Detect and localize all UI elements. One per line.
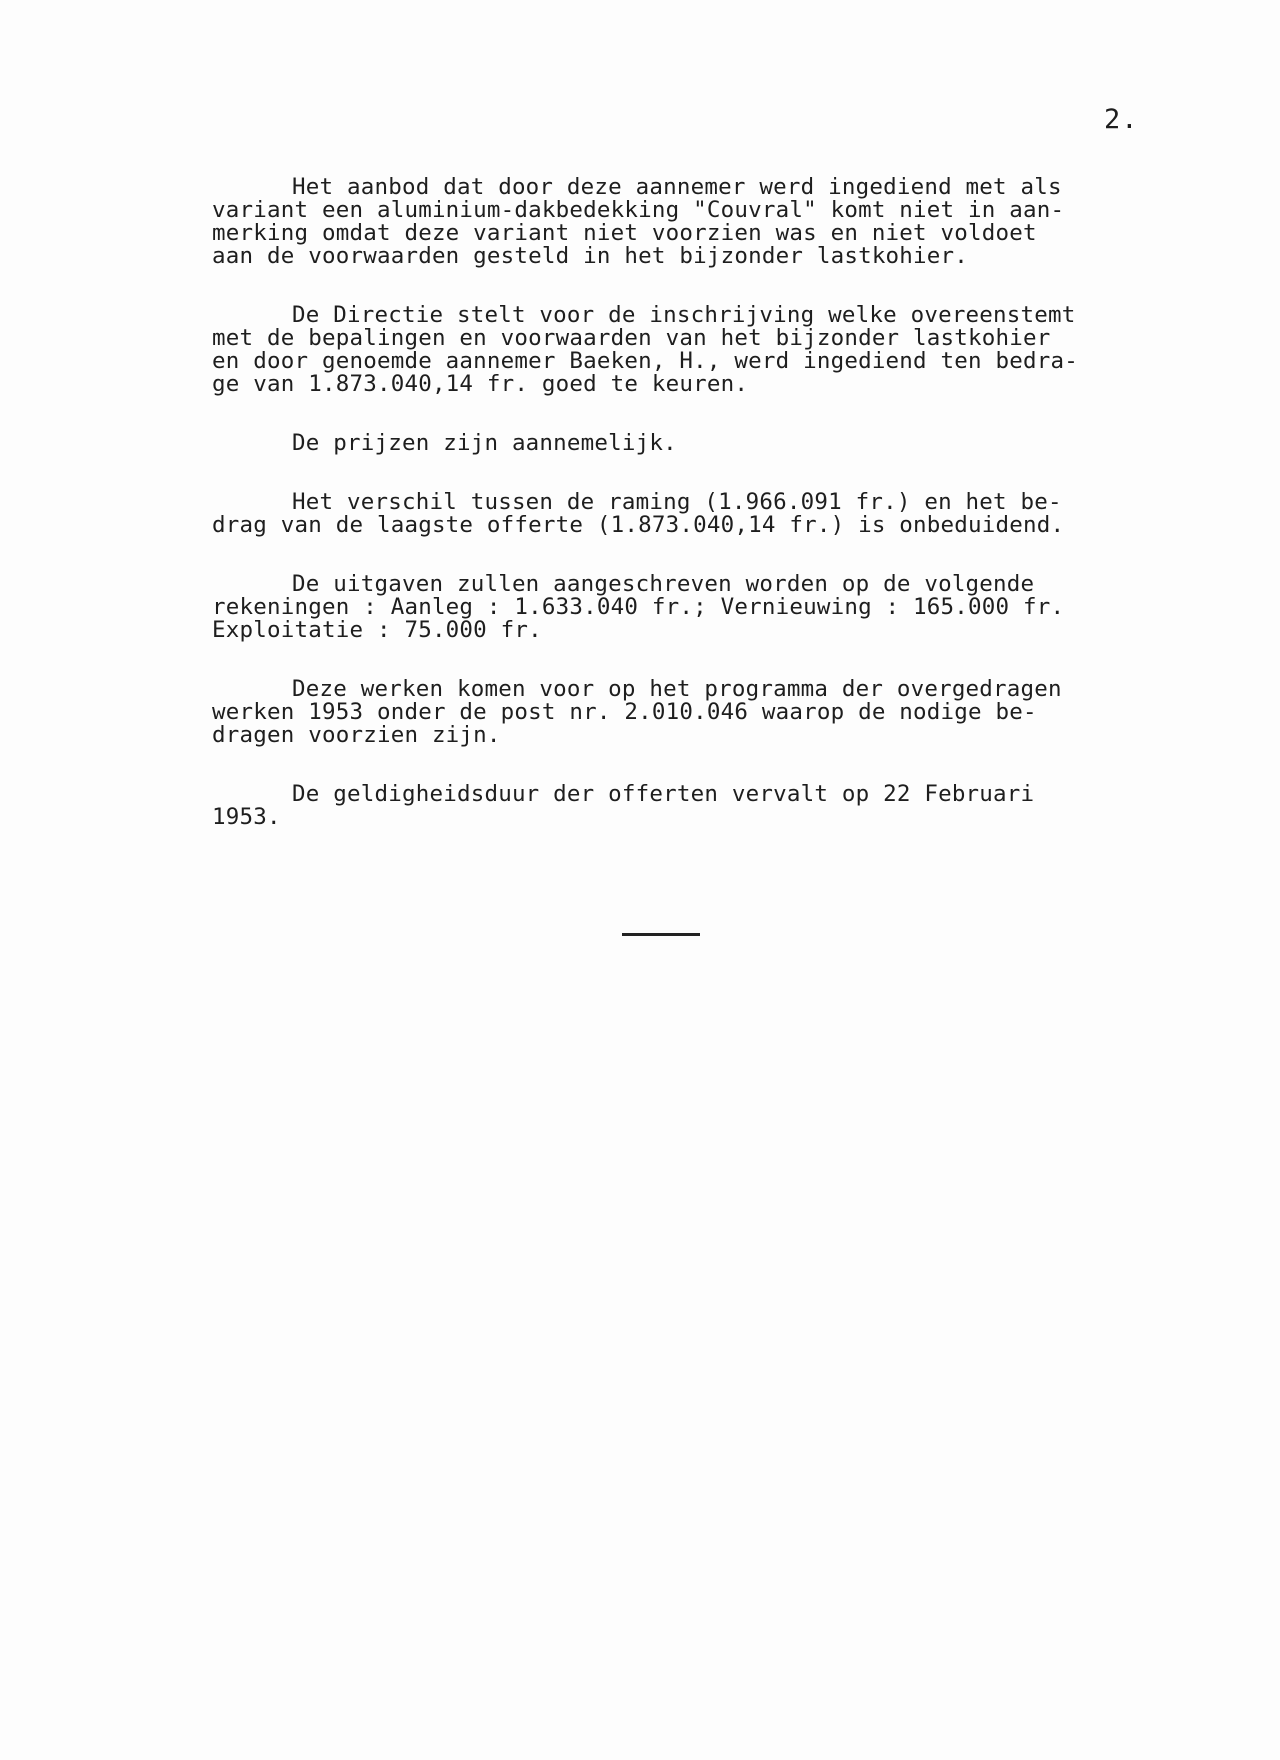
text-line: De prijzen zijn aannemelijk. <box>292 430 677 456</box>
text-line: Het aanbod dat door deze aannemer werd ingediend met als <box>292 174 1062 200</box>
text-line: 1953. <box>212 804 281 830</box>
text-line: Deze werken komen voor op het programma der overgedragen <box>292 676 1062 702</box>
text-line: werken 1953 onder de post nr. 2.010.046 waarop de nodige be- <box>212 699 1037 725</box>
text-line: aan de voorwaarden gesteld in het bijzonder lastkohier. <box>212 243 969 269</box>
text-line: drag van de laagste offerte (1.873.040,14 fr.) is onbeduidend. <box>212 512 1065 538</box>
paragraph-proposal <box>212 304 1182 396</box>
text-line: Exploitatie : 75.000 fr. <box>212 617 542 643</box>
text-line: variant een aluminium-dakbedekking "Couvral" komt niet in aan- <box>212 197 1065 223</box>
paragraph-rejected-variant <box>212 176 1182 268</box>
paragraph-difference <box>212 491 1182 537</box>
text-line: Het verschil tussen de raming (1.966.091 fr.) en het be- <box>292 489 1062 515</box>
text-line: De uitgaven zullen aangeschreven worden op de volgende <box>292 571 1035 597</box>
document-body <box>212 176 1182 829</box>
page-number: 2. <box>1104 104 1139 135</box>
text-line: rekeningen : Aanleg : 1.633.040 fr.; Vernieuwing : 165.000 fr. <box>212 594 1065 620</box>
text-line: en door genoemde aannemer Baeken, H., werd ingediend ten bedra- <box>212 348 1079 374</box>
text-line: De geldigheidsduur der offerten vervalt op 22 Februari <box>292 781 1035 807</box>
text-line: ge van 1.873.040,14 fr. goed te keuren. <box>212 371 749 397</box>
paragraph-prices <box>212 432 1182 455</box>
text-line: dragen voorzien zijn. <box>212 722 501 748</box>
paragraph-programme <box>212 678 1182 747</box>
text-line: merking omdat deze variant niet voorzien was en niet voldoet <box>212 220 1037 246</box>
text-line: De Directie stelt voor de inschrijving welke overeenstemt <box>292 302 1076 328</box>
paragraph-expenses <box>212 573 1182 642</box>
paragraph-validity <box>212 783 1182 829</box>
closing-rule <box>622 933 700 936</box>
text-line: met de bepalingen en voorwaarden van het bijzonder lastkohier <box>212 325 1051 351</box>
